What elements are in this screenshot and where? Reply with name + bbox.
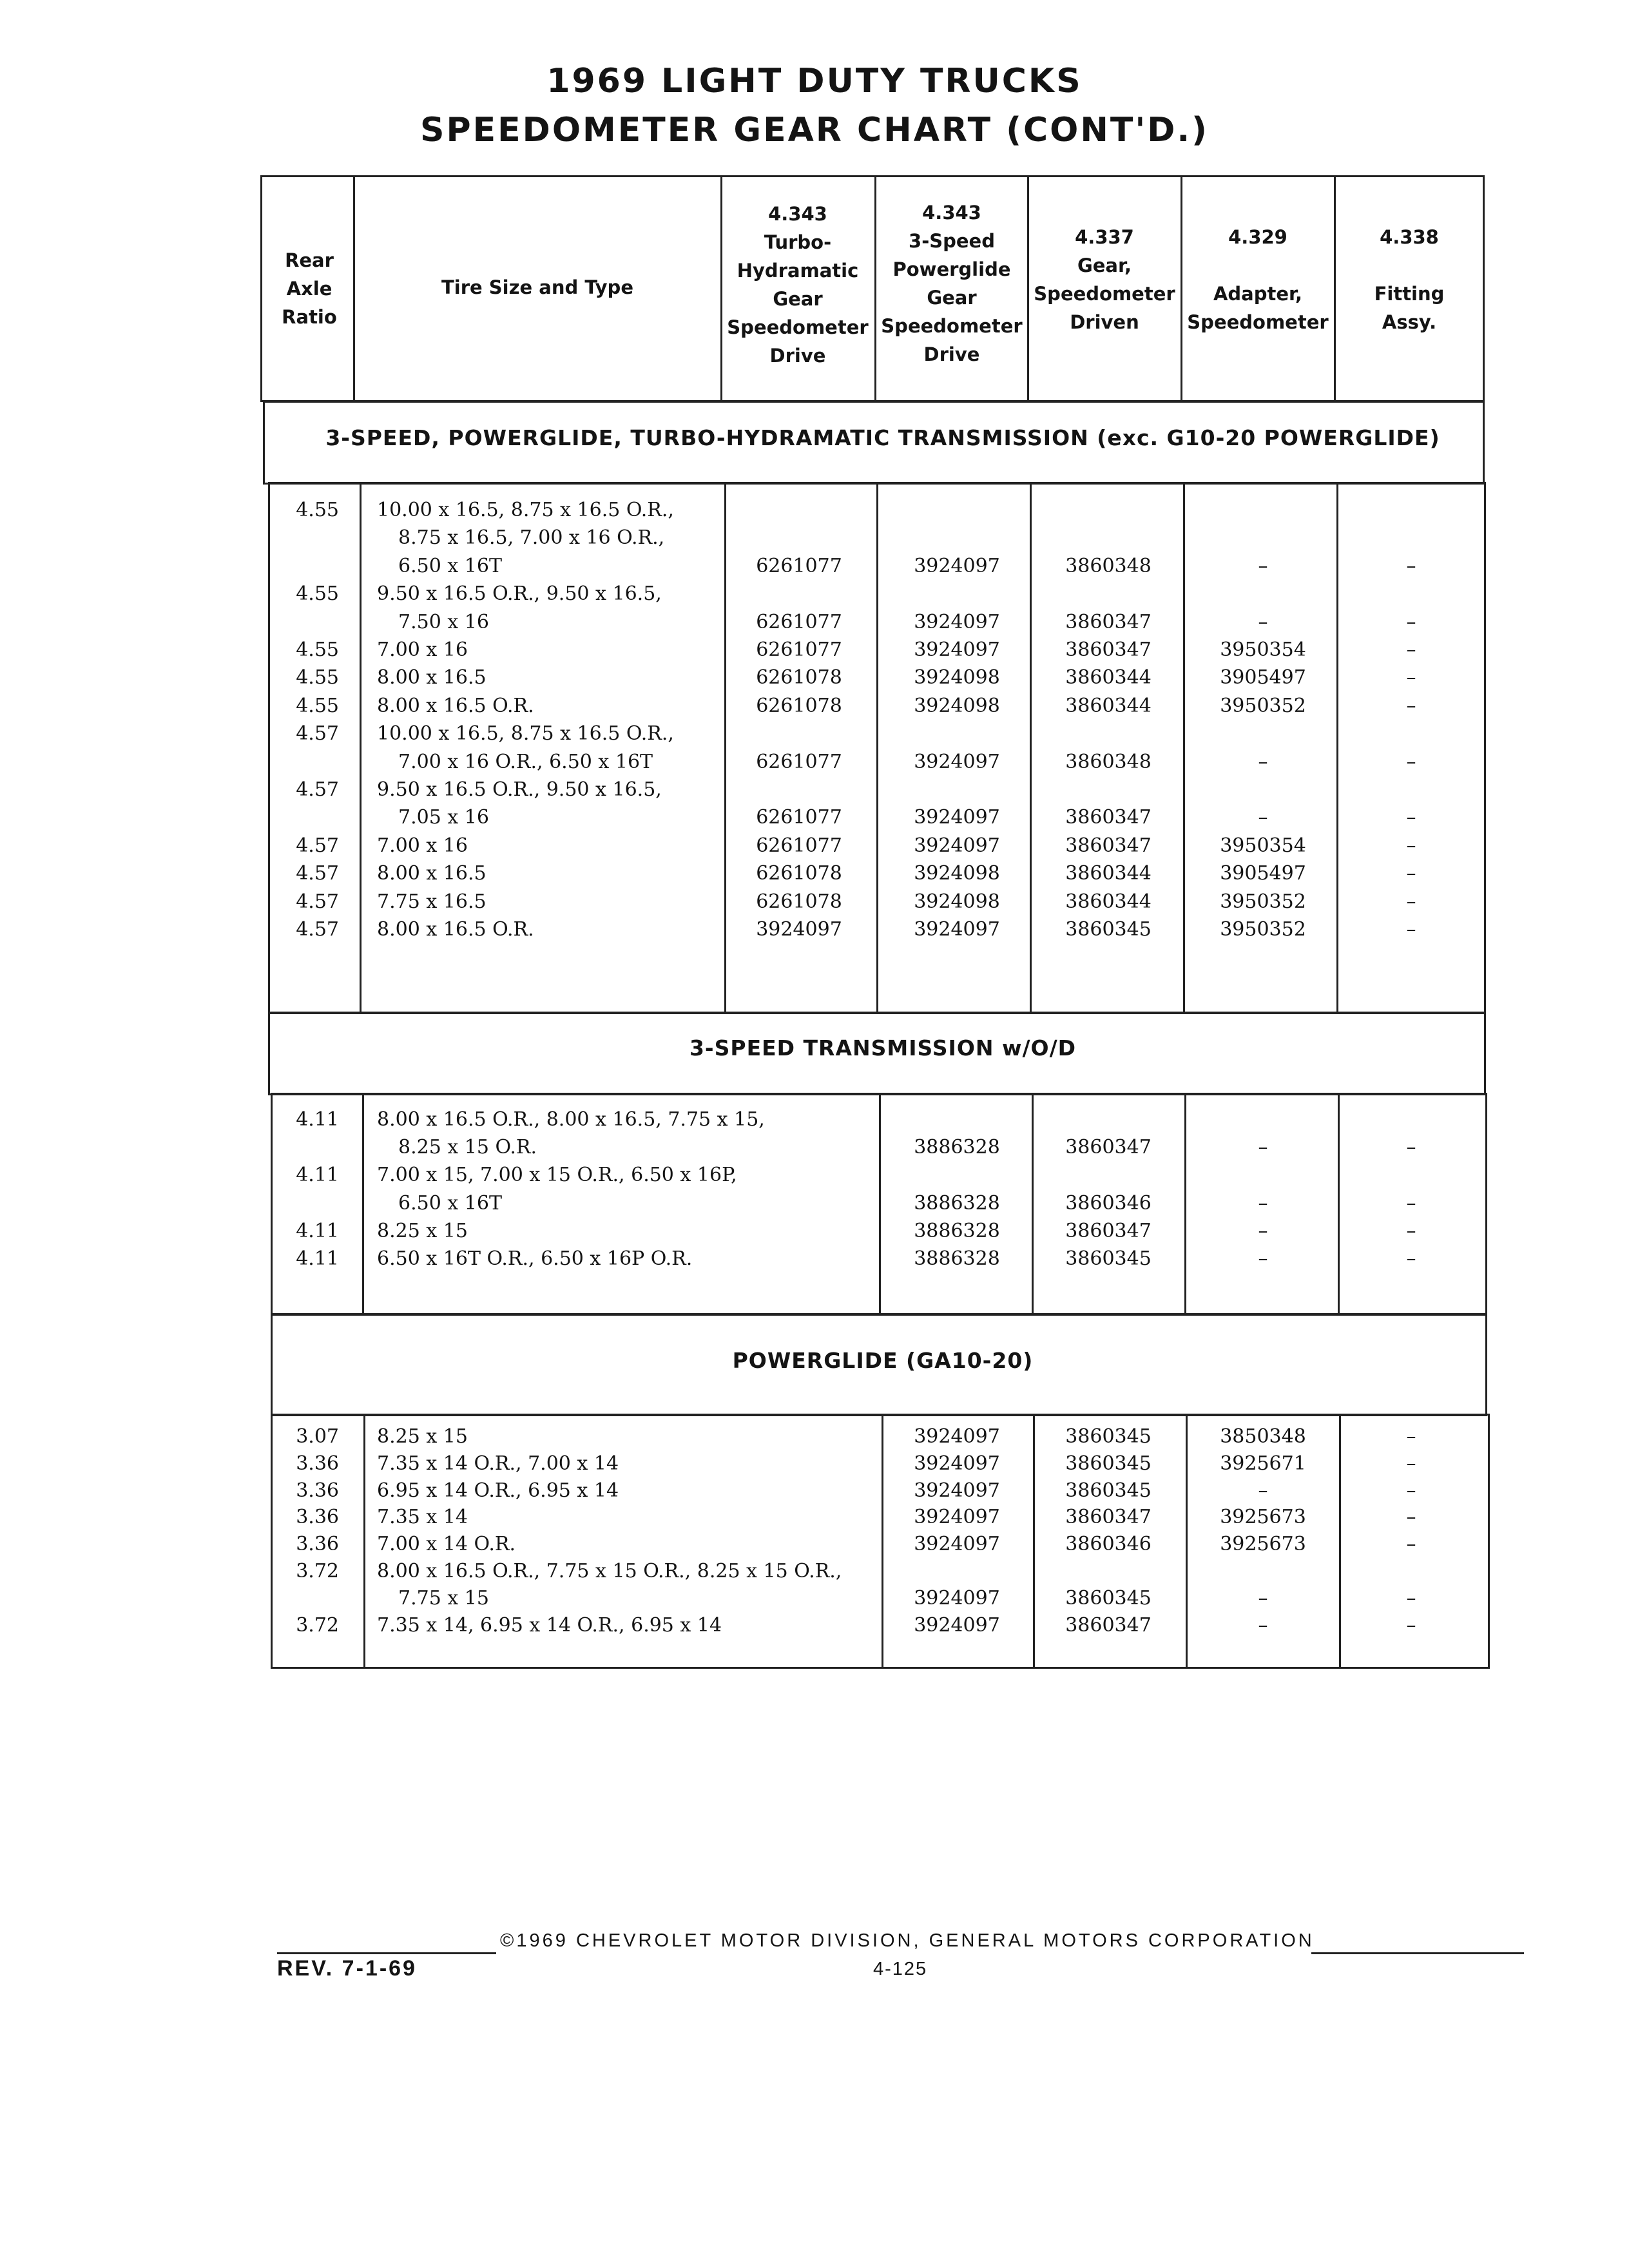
speedometer-driven-cell: 3860344 <box>1065 666 1152 689</box>
header-speedometer-driven <box>1027 223 1182 336</box>
tire-size-cell: 7.35 x 14 <box>377 1506 468 1529</box>
fitting-assy-cell: – <box>1406 834 1416 857</box>
fitting-assy-cell: – <box>1406 890 1416 913</box>
tire-size-cell: 8.25 x 15 <box>377 1425 468 1448</box>
rear-axle-ratio-cell: 4.57 <box>296 862 339 885</box>
tire-size-cell: 10.00 x 16.5, 8.75 x 16.5 O.R., <box>377 499 674 521</box>
header-label-line: Turbo- <box>764 231 832 253</box>
rear-axle-ratio-cell: 3.72 <box>296 1560 339 1582</box>
table-row <box>0 776 1629 804</box>
fitting-assy-cell: – <box>1406 1533 1416 1556</box>
table-row <box>0 916 1629 944</box>
fitting-assy-cell: – <box>1406 1613 1416 1637</box>
header-label-line <box>1181 251 1335 280</box>
tire-size-cell: 8.00 x 16.5 O.R., 8.00 x 16.5, 7.75 x 15, <box>377 1108 765 1131</box>
tire-size-cell: 7.00 x 15, 7.00 x 15 O.R., 6.50 x 16P, <box>377 1164 737 1187</box>
table-row <box>0 1584 1629 1613</box>
adapter-speedometer-cell: 3950352 <box>1220 694 1306 717</box>
fitting-assy-cell: – <box>1406 1452 1416 1475</box>
fitting-assy-cell: – <box>1406 666 1416 689</box>
powerglide-drive-cell: 3924097 <box>914 554 1000 577</box>
tire-size-cell: 7.50 x 16 <box>398 610 489 633</box>
fitting-assy-cell: – <box>1406 750 1416 773</box>
section-title: POWERGLIDE (GA10-20) <box>732 1348 1034 1373</box>
header-label-line: Tire Size and Type <box>441 276 633 298</box>
adapter-speedometer-cell: 3850348 <box>1220 1425 1306 1448</box>
header-label-line: Ratio <box>282 306 337 328</box>
rear-axle-ratio-cell: 4.11 <box>296 1164 339 1187</box>
speedometer-driven-cell: 3860347 <box>1065 806 1152 829</box>
table-row <box>0 524 1629 552</box>
adapter-speedometer-cell: 3950354 <box>1220 639 1306 661</box>
tire-size-cell: 6.50 x 16T <box>398 1191 502 1215</box>
tire-size-cell: 7.75 x 16.5 <box>377 890 487 913</box>
table-row <box>0 1217 1629 1245</box>
rear-axle-ratio-cell: 3.36 <box>296 1452 339 1475</box>
fitting-assy-cell: – <box>1406 1425 1416 1448</box>
header-label-line: Speedometer <box>727 316 869 338</box>
table-row <box>0 692 1629 720</box>
powerglide-drive-cell: 3924098 <box>914 666 1000 689</box>
tire-size-cell: 7.00 x 16 O.R., 6.50 x 16T <box>398 750 653 773</box>
table-row <box>0 1423 1629 1451</box>
powerglide-drive-cell: 3924097 <box>914 1613 1000 1637</box>
turbo-hydramatic-drive-cell: 6261077 <box>756 750 842 773</box>
header-turbo-hydramatic-drive <box>720 200 875 370</box>
powerglide-drive-cell: 3924097 <box>914 639 1000 661</box>
tire-size-cell: 8.00 x 16.5 <box>377 666 487 689</box>
table-row <box>0 1503 1629 1532</box>
tire-size-cell: 8.00 x 16.5 O.R., 7.75 x 15 O.R., 8.25 x 15 O.R., <box>377 1560 842 1582</box>
table-row <box>0 1530 1629 1559</box>
header-label-line: Fitting <box>1374 283 1445 305</box>
rear-axle-ratio-cell: 4.55 <box>296 666 339 689</box>
powerglide-drive-cell: 3886328 <box>914 1247 1000 1270</box>
header-label-line: Drive <box>923 343 980 365</box>
tire-size-cell: 9.50 x 16.5 O.R., 9.50 x 16.5, <box>377 778 662 801</box>
fitting-assy-cell: – <box>1406 610 1416 633</box>
speedometer-driven-cell: 3860344 <box>1065 862 1152 885</box>
section-title: 3-SPEED TRANSMISSION w/O/D <box>689 1035 1077 1061</box>
speedometer-driven-cell: 3860345 <box>1065 918 1152 941</box>
rear-axle-ratio-cell: 4.55 <box>296 639 339 661</box>
powerglide-drive-cell: 3886328 <box>914 1191 1000 1215</box>
header-fitting-assy <box>1334 223 1485 336</box>
adapter-speedometer-cell: 3925673 <box>1220 1533 1306 1556</box>
rear-axle-ratio-cell: 4.55 <box>296 499 339 521</box>
speedometer-driven-cell: 3860345 <box>1065 1586 1152 1610</box>
turbo-hydramatic-drive-cell: 6261078 <box>756 694 842 717</box>
fitting-assy-cell: – <box>1406 1586 1416 1610</box>
rear-axle-ratio-cell: 4.57 <box>296 890 339 913</box>
speedometer-driven-cell: 3860345 <box>1065 1452 1152 1475</box>
turbo-hydramatic-drive-cell: 6261077 <box>756 639 842 661</box>
powerglide-drive-cell: 3924097 <box>914 1479 1000 1502</box>
adapter-speedometer-cell: 3925673 <box>1220 1506 1306 1529</box>
table-row <box>0 580 1629 608</box>
table-row <box>0 888 1629 916</box>
powerglide-drive-cell: 3924098 <box>914 694 1000 717</box>
tire-size-cell: 8.25 x 15 <box>377 1219 468 1242</box>
header-label-line: 4.338 <box>1380 226 1439 248</box>
header-label-line: Axle <box>286 278 333 300</box>
powerglide-drive-cell: 3924097 <box>914 1506 1000 1529</box>
copyright-line: ©1969 CHEVROLET MOTOR DIVISION, GENERAL MOTORS CORPORATION <box>500 1930 1315 1951</box>
turbo-hydramatic-drive-cell: 6261077 <box>756 610 842 633</box>
powerglide-drive-cell: 3924097 <box>914 918 1000 941</box>
turbo-hydramatic-drive-cell: 6261078 <box>756 862 842 885</box>
table-row <box>0 1106 1629 1134</box>
page-number: 4-125 <box>873 1959 928 1979</box>
header-tire-size <box>354 273 720 302</box>
tire-size-cell: 7.35 x 14 O.R., 7.00 x 14 <box>377 1452 619 1475</box>
speedometer-driven-cell: 3860346 <box>1065 1533 1152 1556</box>
header-label-line: Rear <box>285 249 334 271</box>
rear-axle-ratio-cell: 3.36 <box>296 1533 339 1556</box>
turbo-hydramatic-drive-cell: 6261077 <box>756 806 842 829</box>
speedometer-driven-cell: 3860347 <box>1065 639 1152 661</box>
tire-size-cell: 7.75 x 15 <box>398 1586 489 1610</box>
tire-size-cell: 10.00 x 16.5, 8.75 x 16.5 O.R., <box>377 722 674 745</box>
adapter-speedometer-cell: – <box>1258 1136 1268 1159</box>
fitting-assy-cell: – <box>1406 1247 1416 1270</box>
adapter-speedometer-cell: 3950354 <box>1220 834 1306 857</box>
header-label-line: Gear <box>927 287 977 309</box>
tire-size-cell: 8.00 x 16.5 <box>377 862 487 885</box>
speedometer-driven-cell: 3860346 <box>1065 1191 1152 1215</box>
speedometer-driven-cell: 3860347 <box>1065 1219 1152 1242</box>
header-label-line <box>1334 251 1485 280</box>
table-row <box>0 803 1629 832</box>
powerglide-drive-cell: 3924097 <box>914 610 1000 633</box>
fitting-assy-cell: – <box>1406 1219 1416 1242</box>
rear-axle-ratio-cell: 4.55 <box>296 582 339 606</box>
rear-axle-ratio-cell: 3.72 <box>296 1613 339 1637</box>
header-label-line: Adapter, <box>1213 283 1303 305</box>
powerglide-drive-cell: 3924097 <box>914 1586 1000 1610</box>
header-label-line: Assy. <box>1382 311 1437 333</box>
adapter-speedometer-cell: – <box>1258 610 1268 633</box>
adapter-speedometer-cell: – <box>1258 1191 1268 1215</box>
rear-axle-ratio-cell: 3.36 <box>296 1506 339 1529</box>
powerglide-drive-cell: 3924097 <box>914 1452 1000 1475</box>
adapter-speedometer-cell: 3950352 <box>1220 890 1306 913</box>
header-label-line: Speedometer <box>1187 311 1329 333</box>
fitting-assy-cell: – <box>1406 1506 1416 1529</box>
speedometer-driven-cell: 3860348 <box>1065 750 1152 773</box>
adapter-speedometer-cell: – <box>1258 1613 1268 1637</box>
fitting-assy-cell: – <box>1406 918 1416 941</box>
tire-size-cell: 6.95 x 14 O.R., 6.95 x 14 <box>377 1479 619 1502</box>
adapter-speedometer-cell: – <box>1258 1479 1268 1502</box>
fitting-assy-cell: – <box>1406 1136 1416 1159</box>
table-row <box>0 552 1629 581</box>
header-label-line: Powerglide <box>892 258 1011 280</box>
tire-size-cell: 7.05 x 16 <box>398 806 489 829</box>
tire-size-cell: 8.75 x 16.5, 7.00 x 16 O.R., <box>398 526 665 550</box>
rear-axle-ratio-cell: 4.11 <box>296 1108 339 1131</box>
speedometer-driven-cell: 3860344 <box>1065 890 1152 913</box>
speedometer-driven-cell: 3860347 <box>1065 1136 1152 1159</box>
header-label-line: Gear, <box>1077 255 1132 276</box>
turbo-hydramatic-drive-cell: 6261078 <box>756 890 842 913</box>
tire-size-cell: 8.00 x 16.5 O.R. <box>377 918 534 941</box>
fitting-assy-cell: – <box>1406 554 1416 577</box>
table-row <box>0 608 1629 637</box>
header-label-line: Speedometer <box>1034 283 1175 305</box>
fitting-assy-cell: – <box>1406 862 1416 885</box>
table-row <box>0 1161 1629 1189</box>
adapter-speedometer-cell: – <box>1258 1586 1268 1610</box>
tire-size-cell: 8.00 x 16.5 O.R. <box>377 694 534 717</box>
table-row <box>0 496 1629 524</box>
powerglide-drive-cell: 3924097 <box>914 834 1000 857</box>
footer-rule-left <box>277 1952 496 1954</box>
table-row <box>0 1189 1629 1218</box>
speedometer-driven-cell: 3860347 <box>1065 1506 1152 1529</box>
table-row <box>0 1557 1629 1586</box>
header-label-line: 4.343 <box>768 203 827 225</box>
tire-size-cell: 7.00 x 16 <box>377 834 468 857</box>
header-label-line: Drive <box>769 345 826 367</box>
speedometer-driven-cell: 3860347 <box>1065 1613 1152 1637</box>
adapter-speedometer-cell: 3950352 <box>1220 918 1306 941</box>
page-title: 1969 LIGHT DUTY TRUCKS <box>546 62 1083 101</box>
tire-size-cell: 7.00 x 16 <box>377 639 468 661</box>
tire-size-cell: 8.25 x 15 O.R. <box>398 1136 537 1159</box>
adapter-speedometer-cell: – <box>1258 806 1268 829</box>
table-row <box>0 1477 1629 1505</box>
page-subtitle: SPEEDOMETER GEAR CHART (CONT'D.) <box>420 111 1209 149</box>
fitting-assy-cell: – <box>1406 694 1416 717</box>
powerglide-drive-cell: 3886328 <box>914 1136 1000 1159</box>
tire-size-cell: 6.50 x 16T O.R., 6.50 x 16P O.R. <box>377 1247 693 1270</box>
adapter-speedometer-cell: – <box>1258 1247 1268 1270</box>
speedometer-driven-cell: 3860345 <box>1065 1479 1152 1502</box>
turbo-hydramatic-drive-cell: 6261077 <box>756 554 842 577</box>
header-label-line: Hydramatic <box>737 260 859 282</box>
header-label-line: Gear <box>773 288 823 310</box>
tire-size-cell: 6.50 x 16T <box>398 554 502 577</box>
powerglide-drive-cell: 3886328 <box>914 1219 1000 1242</box>
speedometer-driven-cell: 3860344 <box>1065 694 1152 717</box>
adapter-speedometer-cell: – <box>1258 554 1268 577</box>
table-row <box>0 664 1629 692</box>
powerglide-drive-cell: 3924097 <box>914 750 1000 773</box>
header-3speed-powerglide-drive <box>874 198 1029 369</box>
rear-axle-ratio-cell: 3.36 <box>296 1479 339 1502</box>
table-row <box>0 1133 1629 1162</box>
rear-axle-ratio-cell: 4.57 <box>296 722 339 745</box>
powerglide-drive-cell: 3924097 <box>914 806 1000 829</box>
header-label-line: 4.329 <box>1228 226 1287 248</box>
adapter-speedometer-cell: – <box>1258 1219 1268 1242</box>
powerglide-drive-cell: 3924098 <box>914 862 1000 885</box>
section-title: 3-SPEED, POWERGLIDE, TURBO-HYDRAMATIC TRANSMISSION (exc. G10-20 POWERGLIDE) <box>325 425 1440 450</box>
speedometer-driven-cell: 3860347 <box>1065 610 1152 633</box>
turbo-hydramatic-drive-cell: 6261077 <box>756 834 842 857</box>
table-row <box>0 748 1629 776</box>
table-row <box>0 832 1629 860</box>
footer-rule-right <box>1311 1952 1524 1954</box>
speedometer-driven-cell: 3860345 <box>1065 1247 1152 1270</box>
fitting-assy-cell: – <box>1406 1191 1416 1215</box>
header-adapter-speedometer <box>1181 223 1335 336</box>
rear-axle-ratio-cell: 4.55 <box>296 694 339 717</box>
header-rear-axle-ratio <box>264 246 354 331</box>
table-row <box>0 1450 1629 1478</box>
table-row <box>0 860 1629 888</box>
table-row <box>0 1245 1629 1273</box>
table-row <box>0 636 1629 664</box>
adapter-speedometer-cell: 3905497 <box>1220 862 1306 885</box>
adapter-speedometer-cell: 3925671 <box>1220 1452 1306 1475</box>
rear-axle-ratio-cell: 3.07 <box>296 1425 339 1448</box>
header-label-line: 3-Speed <box>909 230 995 252</box>
revision-date: REV. 7-1-69 <box>277 1956 417 1981</box>
header-label-line: Driven <box>1070 311 1139 333</box>
header-label-line: Speedometer <box>881 315 1023 337</box>
table-row <box>0 720 1629 748</box>
powerglide-drive-cell: 3924097 <box>914 1533 1000 1556</box>
rear-axle-ratio-cell: 4.11 <box>296 1219 339 1242</box>
tire-size-cell: 7.00 x 14 O.R. <box>377 1533 516 1556</box>
tire-size-cell: 9.50 x 16.5 O.R., 9.50 x 16.5, <box>377 582 662 606</box>
adapter-speedometer-cell: 3905497 <box>1220 666 1306 689</box>
turbo-hydramatic-drive-cell: 6261078 <box>756 666 842 689</box>
turbo-hydramatic-drive-cell: 3924097 <box>756 918 842 941</box>
header-label-line: 4.343 <box>922 202 981 224</box>
fitting-assy-cell: – <box>1406 1479 1416 1502</box>
table-row <box>0 1611 1629 1640</box>
fitting-assy-cell: – <box>1406 639 1416 661</box>
adapter-speedometer-cell: – <box>1258 750 1268 773</box>
speedometer-driven-cell: 3860348 <box>1065 554 1152 577</box>
powerglide-drive-cell: 3924097 <box>914 1425 1000 1448</box>
fitting-assy-cell: – <box>1406 806 1416 829</box>
tire-size-cell: 7.35 x 14, 6.95 x 14 O.R., 6.95 x 14 <box>377 1613 722 1637</box>
rear-axle-ratio-cell: 4.57 <box>296 918 339 941</box>
speedometer-driven-cell: 3860347 <box>1065 834 1152 857</box>
rear-axle-ratio-cell: 4.57 <box>296 834 339 857</box>
rear-axle-ratio-cell: 4.57 <box>296 778 339 801</box>
powerglide-drive-cell: 3924098 <box>914 890 1000 913</box>
speedometer-driven-cell: 3860345 <box>1065 1425 1152 1448</box>
rear-axle-ratio-cell: 4.11 <box>296 1247 339 1270</box>
header-label-line: 4.337 <box>1075 226 1134 248</box>
